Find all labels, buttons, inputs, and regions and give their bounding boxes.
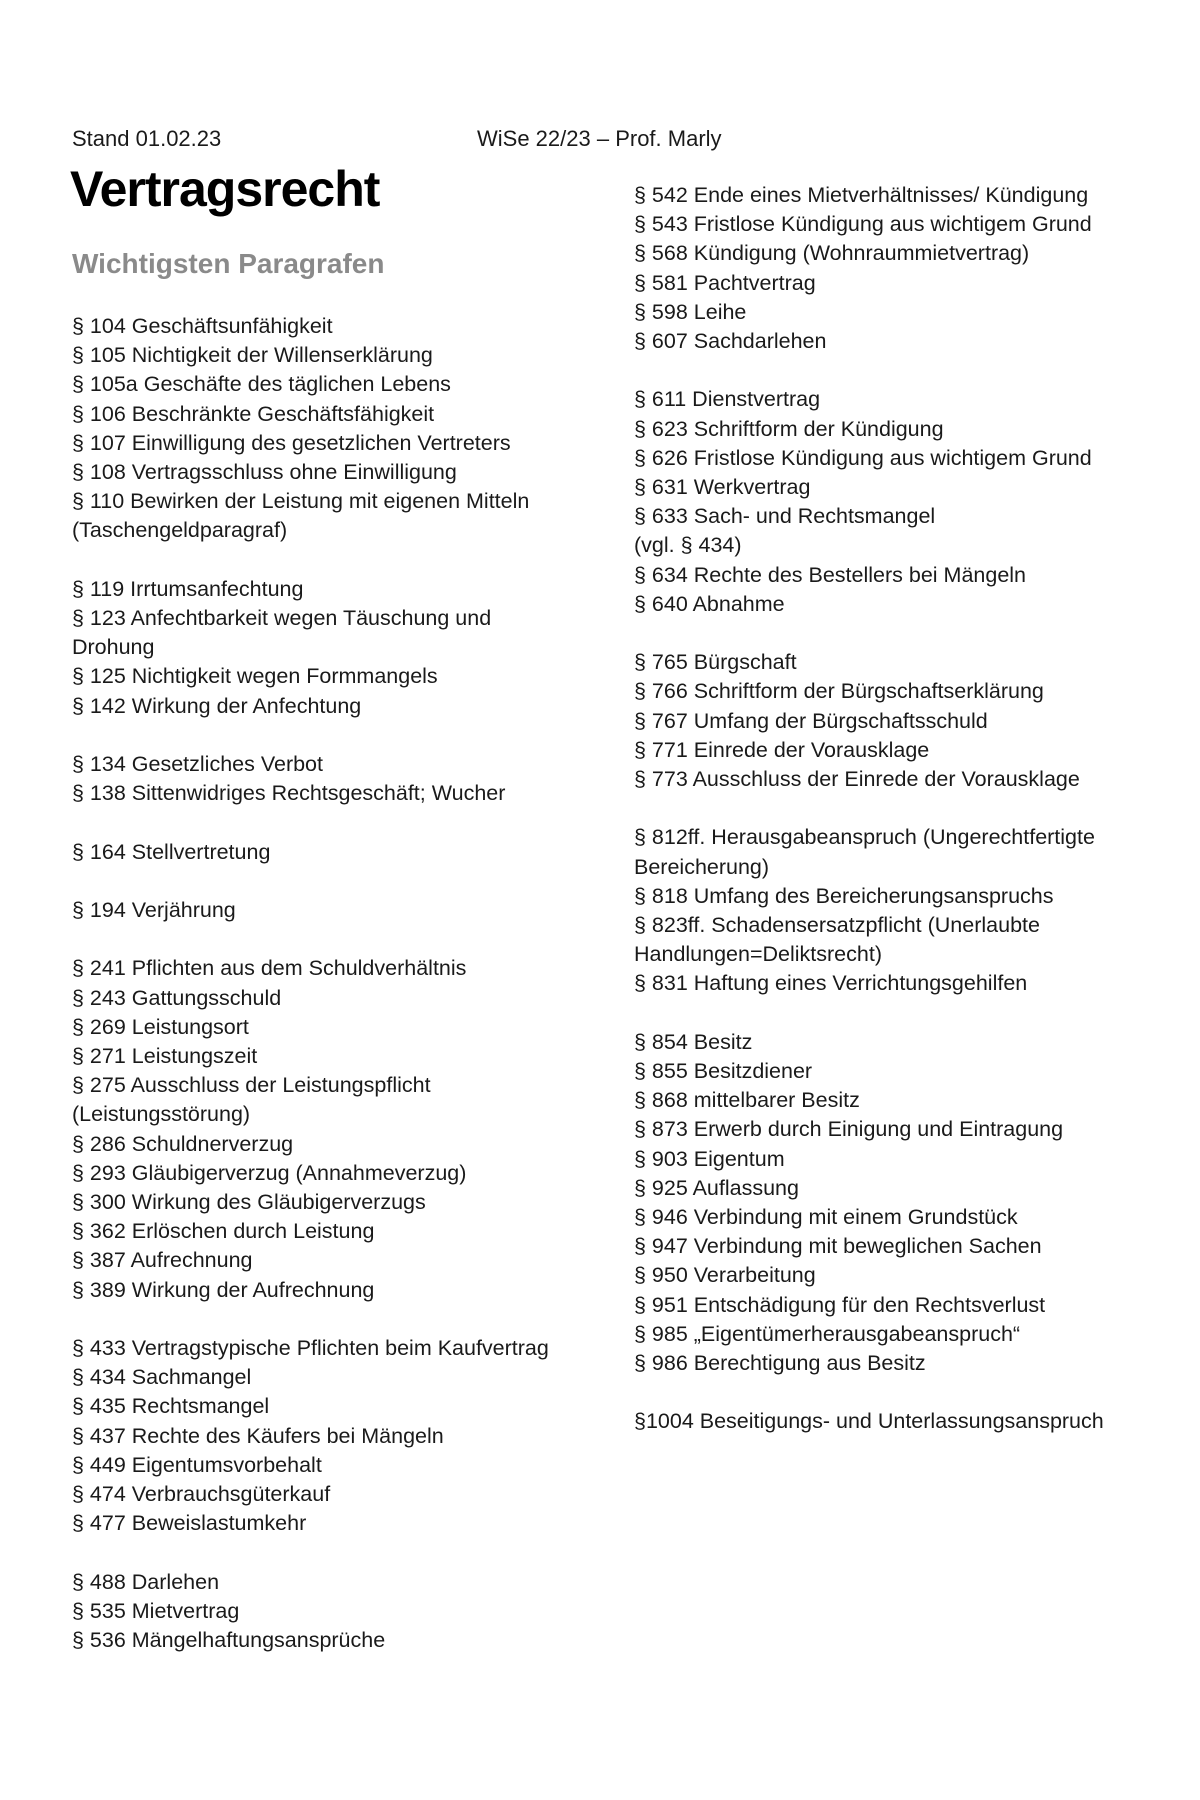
stand-date: Stand 01.02.23: [72, 126, 222, 151]
paragraph-entry: § 389 Wirkung der Aufrechnung: [72, 1277, 375, 1302]
paragraph-group: [72, 896, 572, 925]
paragraph-group: [72, 312, 572, 546]
paragraph-entry: § 626 Fristlose Kündigung aus wichtigem Grund: [634, 445, 1092, 470]
paragraph-entry: § 855 Besitzdiener: [634, 1059, 813, 1084]
paragraph-group: [634, 648, 1134, 794]
paragraph-entry: § 433 Vertragstypische Pflichten beim Kaufvertrag: [72, 1336, 549, 1361]
paragraph-entry: § 950 Verarbeitung: [634, 1263, 816, 1288]
paragraph-entry: § 105 Nichtigkeit der Willenserklärung: [72, 343, 433, 368]
paragraph-entry: § 986 Berechtigung aus Besitz: [634, 1351, 926, 1376]
paragraph-entry: § 106 Beschränkte Geschäftsfähigkeit: [72, 401, 435, 426]
paragraph-entry: § 568 Kündigung (Wohnraummietvertrag): [634, 241, 1030, 266]
paragraph-entry: § 542 Ende eines Mietverhältnisses/ Kündigung: [634, 183, 1089, 207]
paragraph-entry: § 536 Mängelhaftungsansprüche: [72, 1628, 386, 1653]
paragraph-entry: § 766 Schriftform der Bürgschaftserklärung: [634, 679, 1044, 704]
paragraph-entry-continuation: (Taschengeldparagraf): [72, 518, 288, 543]
paragraph-entry: § 631 Werkvertrag: [634, 475, 811, 500]
paragraph-entry: § 543 Fristlose Kündigung aus wichtigem Grund: [634, 212, 1092, 237]
paragraph-entry: § 947 Verbindung mit beweglichen Sachen: [634, 1234, 1042, 1259]
paragraph-entry: § 951 Entschädigung für den Rechtsverlust: [634, 1292, 1046, 1317]
paragraph-entry: § 812ff. Herausgabeanspruch (Ungerechtfertigte: [634, 825, 1095, 850]
paragraph-entry: § 474 Verbrauchsgüterkauf: [72, 1482, 331, 1507]
paragraph-group: [72, 954, 572, 1304]
paragraph-entry: § 119 Irrtumsanfechtung: [72, 576, 304, 601]
paragraph-entry: § 633 Sach- und Rechtsmangel: [634, 504, 936, 529]
paragraph-group: [72, 838, 572, 867]
paragraph-entry: § 437 Rechte des Käufers bei Mängeln: [72, 1423, 444, 1448]
paragraph-entry: § 110 Bewirken der Leistung mit eigenen Mitteln: [72, 489, 530, 514]
paragraph-group: [72, 1334, 572, 1538]
paragraph-entry: § 104 Geschäftsunfähigkeit: [72, 314, 333, 338]
paragraph-entry: § 925 Auflassung: [634, 1175, 799, 1200]
paragraph-entry: § 434 Sachmangel: [72, 1365, 252, 1390]
page-subtitle: Wichtigsten Paragrafen: [72, 248, 385, 279]
paragraph-entry: § 125 Nichtigkeit wegen Formmangels: [72, 664, 438, 689]
paragraph-entry: § 142 Wirkung der Anfechtung: [72, 693, 362, 718]
paragraph-entry: § 134 Gesetzliches Verbot: [72, 752, 323, 777]
paragraph-entry: § 640 Abnahme: [634, 591, 785, 616]
paragraph-entry: § 108 Vertragsschluss ohne Einwilligung: [72, 460, 457, 485]
paragraph-entry-continuation: (vgl. § 434): [634, 533, 742, 558]
paragraph-entry: § 831 Haftung eines Verrichtungsgehilfen: [634, 971, 1028, 996]
paragraph-entry: § 449 Eigentumsvorbehalt: [72, 1452, 322, 1477]
paragraph-entry: § 477 Beweislastumkehr: [72, 1511, 307, 1536]
paragraph-entry: § 868 mittelbarer Besitz: [634, 1088, 860, 1113]
paragraph-group: [634, 1028, 1134, 1378]
paragraph-entry: § 362 Erlöschen durch Leistung: [72, 1219, 375, 1244]
paragraph-entry: § 854 Besitz: [634, 1029, 753, 1054]
paragraph-entry: § 767 Umfang der Bürgschaftsschuld: [634, 708, 988, 733]
semester-info: WiSe 22/23 – Prof. Marly: [477, 126, 722, 151]
paragraph-entry: § 903 Eigentum: [634, 1146, 785, 1171]
right-column: [634, 181, 1134, 1437]
paragraph-entry: § 107 Einwilligung des gesetzlichen Vertreters: [72, 430, 511, 455]
paragraph-entry: § 243 Gattungsschuld: [72, 985, 282, 1010]
paragraph-entry-continuation: Drohung: [72, 635, 155, 660]
paragraph-entry: § 773 Ausschluss der Einrede der Vorausklage: [634, 767, 1080, 792]
paragraph-entry: § 138 Sittenwidriges Rechtsgeschäft; Wucher: [72, 781, 506, 806]
paragraph-group: [72, 575, 572, 721]
paragraph-group: [634, 181, 1134, 356]
paragraph-entry-continuation: (Leistungsstörung): [72, 1102, 251, 1127]
paragraph-entry: § 271 Leistungszeit: [72, 1044, 258, 1068]
paragraph-entry: § 765 Bürgschaft: [634, 650, 797, 675]
paragraph-entry: § 985 „Eigentümerherausgabeanspruch“: [634, 1321, 1021, 1346]
paragraph-entry-continuation: Bereicherung): [634, 854, 770, 879]
paragraph-group: [634, 385, 1134, 619]
paragraph-group: [634, 1407, 1134, 1436]
paragraph-entry: § 387 Aufrechnung: [72, 1248, 253, 1273]
paragraph-entry: § 293 Gläubigerverzug (Annahmeverzug): [72, 1160, 467, 1185]
paragraph-entry: § 611 Dienstvertrag: [634, 387, 821, 412]
paragraph-entry: § 535 Mietvertrag: [72, 1598, 240, 1623]
paragraph-group: [72, 1568, 572, 1656]
page-title: Vertragsrecht: [70, 161, 380, 217]
paragraph-entry: § 300 Wirkung des Gläubigerverzugs: [72, 1190, 426, 1215]
paragraph-entry: § 275 Ausschluss der Leistungspflicht: [72, 1073, 431, 1098]
paragraph-entry: § 105a Geschäfte des täglichen Lebens: [72, 372, 451, 397]
paragraph-entry: § 164 Stellvertretung: [72, 839, 271, 864]
paragraph-entry: § 435 Rechtsmangel: [72, 1394, 270, 1419]
paragraph-entry: § 946 Verbindung mit einem Grundstück: [634, 1205, 1018, 1230]
paragraph-entry-continuation: Handlungen=Deliktsrecht): [634, 942, 882, 967]
paragraph-entry: § 241 Pflichten aus dem Schuldverhältnis: [72, 956, 467, 981]
paragraph-entry: § 607 Sachdarlehen: [634, 329, 827, 354]
paragraph-entry: § 818 Umfang des Bereicherungsanspruchs: [634, 883, 1054, 908]
paragraph-entry: § 488 Darlehen: [72, 1569, 220, 1594]
left-column: [72, 312, 572, 1655]
paragraph-entry: § 269 Leistungsort: [72, 1014, 249, 1039]
paragraph-entry: § 123 Anfechtbarkeit wegen Täuschung und: [72, 606, 492, 631]
paragraph-group: [72, 750, 572, 808]
paragraph-entry: § 286 Schuldnerverzug: [72, 1131, 294, 1156]
paragraph-entry: § 634 Rechte des Bestellers bei Mängeln: [634, 562, 1027, 587]
paragraph-entry: § 873 Erwerb durch Einigung und Eintragung: [634, 1117, 1064, 1142]
paragraph-entry: § 623 Schriftform der Kündigung: [634, 416, 944, 441]
paragraph-entry: § 771 Einrede der Vorausklage: [634, 737, 930, 762]
paragraph-entry: §1004 Beseitigungs- und Unterlassungsanspruch: [634, 1409, 1104, 1434]
paragraph-group: [634, 823, 1134, 998]
paragraph-entry: § 581 Pachtvertrag: [634, 270, 816, 295]
paragraph-entry: § 194 Verjährung: [72, 898, 236, 922]
paragraph-entry: § 823ff. Schadensersatzpflicht (Unerlaubte: [634, 913, 1040, 938]
paragraph-entry: § 598 Leihe: [634, 299, 747, 324]
